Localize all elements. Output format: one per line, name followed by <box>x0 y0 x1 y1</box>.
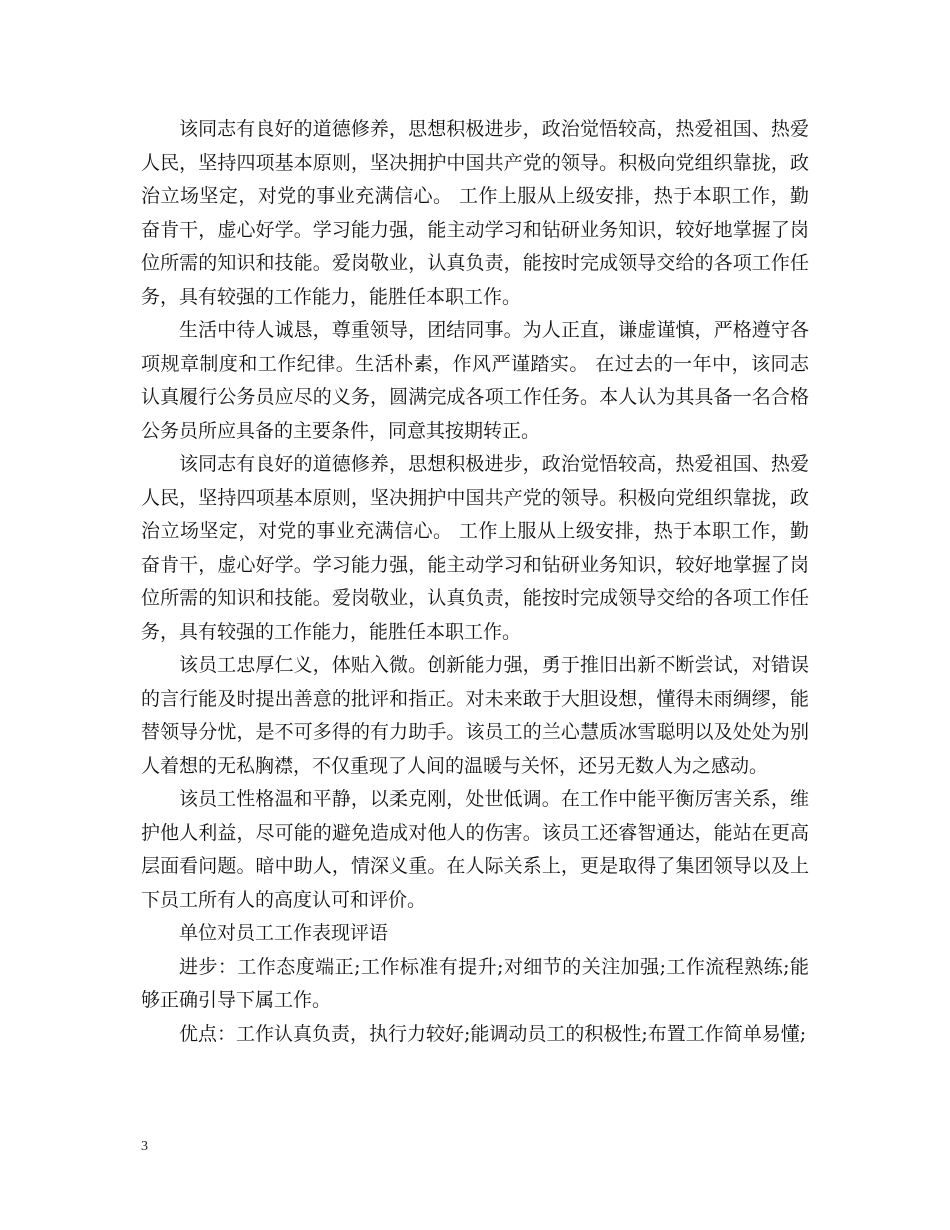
paragraph-progress: 进步：工作态度端正;工作标准有提升;对细节的关注加强;工作流程熟练;能够正确引导下属工作。 <box>141 955 809 1011</box>
paragraph-evaluation-4: 该员工忠厚仁义，体贴入微。创新能力强，勇于推旧出新不断尝试，对错误的言行能及时提出善意的批评和指正。对未来敢于大胆设想，懂得未雨绸缪，能替领导分忧，是不可多得的有力助手。该员工的兰心慧质冰雪聪明以及处处为别人着想的无私胸襟，不仅重现了人间的温暖与关怀，还另无数人为之感动。 <box>141 654 809 777</box>
paragraph-evaluation-2: 生活中待人诚恳，尊重领导，团结同事。为人正直，谦虚谨慎，严格遵守各项规章制度和工作纪律。生活朴素，作风严谨踏实。 在过去的一年中，该同志认真履行公务员应尽的义务，圆满完成各项工作任务。本人认为其具备一名合格公务员所应具备的主要条件，同意其按期转正。 <box>141 319 809 442</box>
document-body <box>141 113 809 1051</box>
paragraph-evaluation-3: 该同志有良好的道德修养，思想积极进步，政治觉悟较高，热爱祖国、热爱人民，坚持四项基本原则，坚决拥护中国共产党的领导。积极向党组织靠拢，政治立场坚定，对党的事业充满信心。 工作上服从上级安排，热于本职工作，勤奋肯干，虚心好学。学习能力强，能主动学习和钻研业务知识，较好地掌握了岗位所需的知识和技能。爱岗敬业，认真负责，能按时完成领导交给的各项工作任务，具有较强的工作能力，能胜任本职工作。 <box>141 453 809 643</box>
section-heading: 单位对员工工作表现评语 <box>179 922 389 944</box>
paragraph-evaluation-5: 该员工性格温和平静，以柔克刚，处世低调。在工作中能平衡厉害关系，维护他人利益，尽可能的避免造成对他人的伤害。该员工还睿智通达，能站在更高层面看问题。暗中助人，情深义重。在人际关系上，更是取得了集团领导以及上下员工所有人的高度认可和评价。 <box>141 788 809 911</box>
paragraph-strengths: 优点：工作认真负责，执行力较好;能调动员工的积极性;布置工作简单易懂; <box>179 1022 807 1045</box>
paragraph-evaluation-1: 该同志有良好的道德修养，思想积极进步，政治觉悟较高，热爱祖国、热爱人民，坚持四项基本原则，坚决拥护中国共产党的领导。积极向党组织靠拢，政治立场坚定，对党的事业充满信心。 工作上服从上级安排，热于本职工作，勤奋肯干，虚心好学。学习能力强，能主动学习和钻研业务知识，较好地掌握了岗位所需的知识和技能。爱岗敬业，认真负责，能按时完成领导交给的各项工作任务，具有较强的工作能力，能胜任本职工作。 <box>141 118 809 308</box>
page-number: 3 <box>141 1139 148 1154</box>
